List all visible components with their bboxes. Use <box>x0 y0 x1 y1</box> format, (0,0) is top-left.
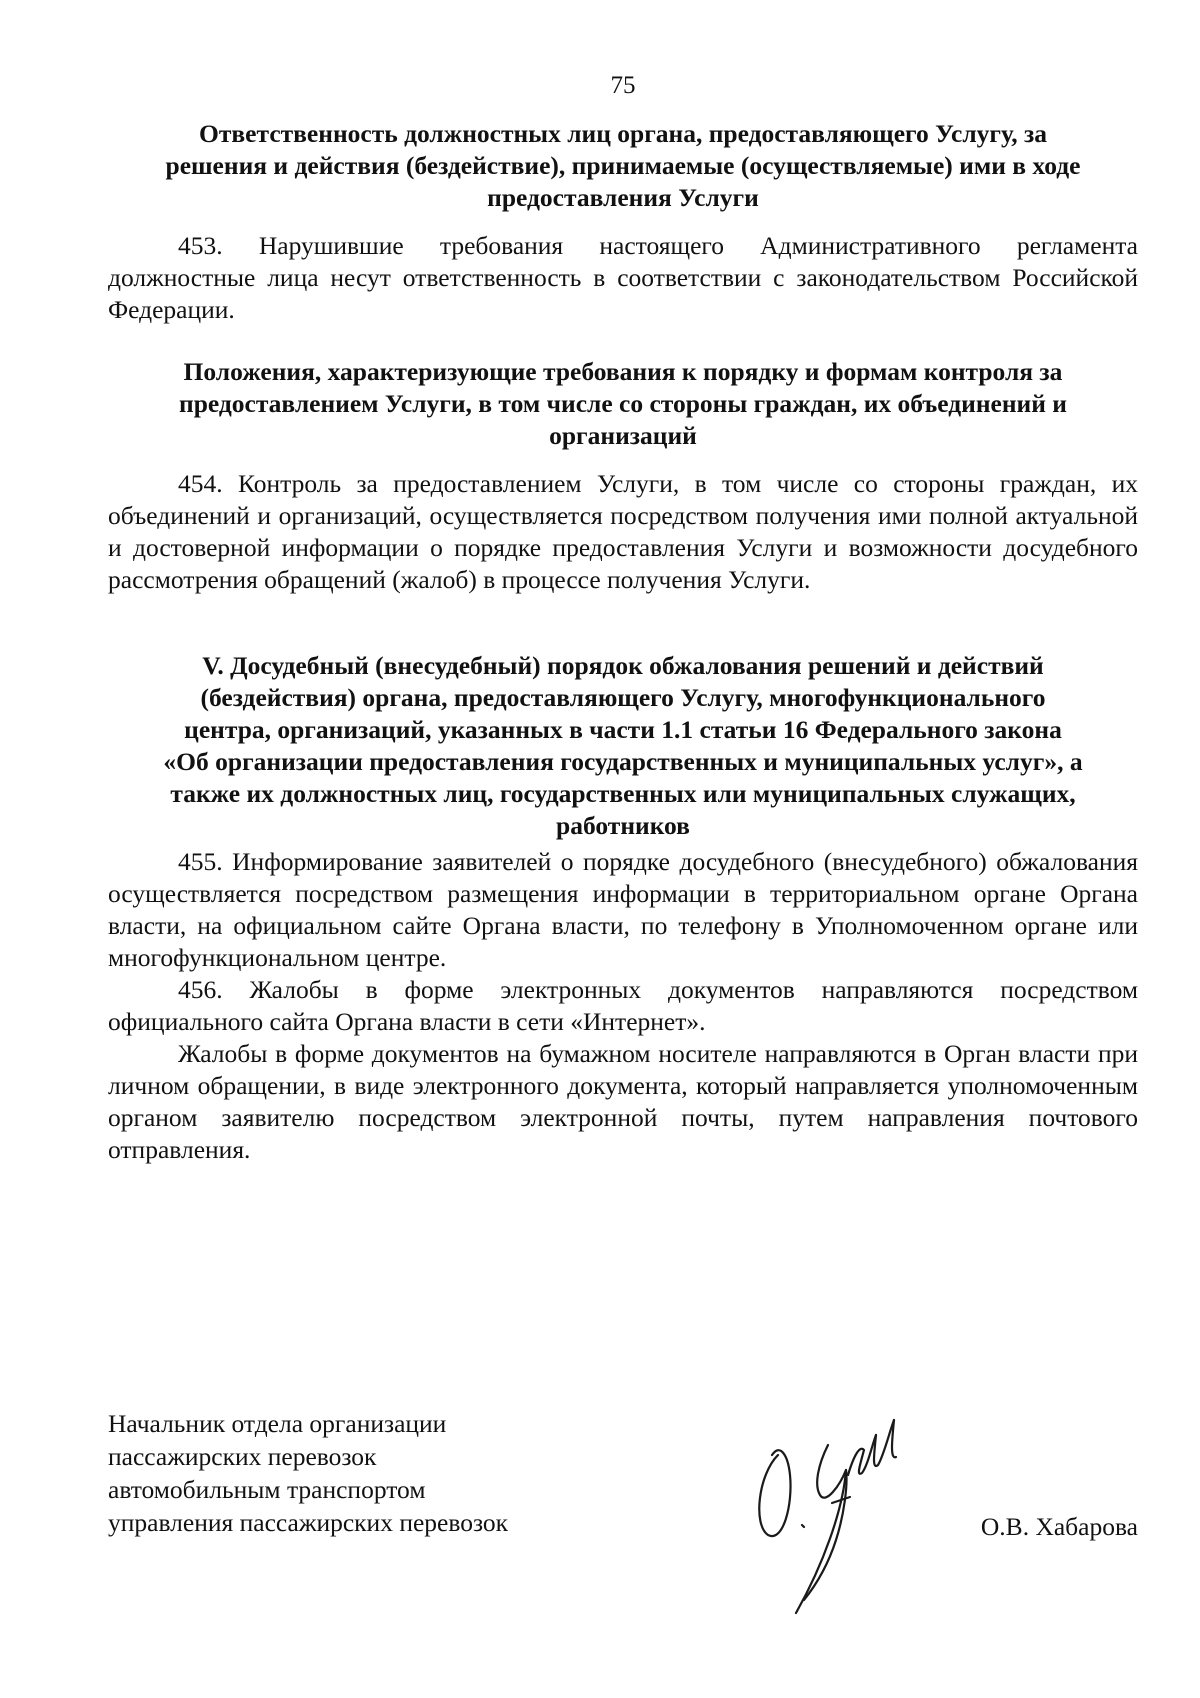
signatory-title-line: управления пассажирских перевозок <box>108 1508 509 1537</box>
heading-line: предоставления Услуги <box>487 183 759 212</box>
handwritten-signature <box>748 1415 938 1615</box>
document-page <box>108 0 1138 1698</box>
paragraph-456 <box>108 974 1138 1038</box>
heading-line: работников <box>556 811 690 840</box>
paragraph-text: 456. Жалобы в форме электронных документов направляются посредством официального сайта Органа власти в сети «Интернет». <box>108 975 1138 1036</box>
signatory-name: О.В. Хабарова <box>980 1512 1138 1541</box>
heading-line: V. Досудебный (внесудебный) порядок обжалования решений и действий <box>202 651 1044 680</box>
signatory-title-line: автомобильным транспортом <box>108 1475 426 1504</box>
section-heading-control <box>108 356 1138 452</box>
heading-line: (бездействия) органа, предоставляющего Услугу, многофункционального <box>200 683 1046 712</box>
heading-line: «Об организации предоставления государственных и муниципальных услуг», а <box>163 747 1083 776</box>
paragraph-text: 455. Информирование заявителей о порядке досудебного (внесудебного) обжалования осуществляется посредством размещения информации в территориальном органе Органа власти, на официальном сайте Органа власти, по телефону в Уполномоченном органе или многофункциональном центре. <box>108 847 1138 972</box>
heading-line: Ответственность должностных лиц органа, предоставляющего Услугу, за <box>199 119 1047 148</box>
paragraph-454 <box>108 468 1138 596</box>
heading-line: центра, организаций, указанных в части 1.1 статьи 16 Федерального закона <box>184 715 1062 744</box>
signatory-title-line: пассажирских перевозок <box>108 1442 377 1471</box>
heading-line: Положения, характеризующие требования к порядку и формам контроля за <box>183 357 1063 386</box>
paragraph-453 <box>108 230 1138 326</box>
paragraph-text: Жалобы в форме документов на бумажном носителе направляются в Орган власти при личном обращении, в виде электронного документа, который направляется уполномоченным органом заявителю посредством электронной почты, путем направления почтового отправления. <box>108 1039 1138 1164</box>
signatory-title-line: Начальник отдела организации <box>108 1409 447 1438</box>
paragraph-text: 454. Контроль за предоставлением Услуги, в том числе со стороны граждан, их объединений и организаций, осуществляется посредством получения ими полной актуальной и достоверной информации о порядке предоставления Услуги и возможности досудебного рассмотрения обращений (жалоб) в процессе получения Услуги. <box>108 469 1138 594</box>
heading-line: предоставлением Услуги, в том числе со стороны граждан, их объединений и <box>179 389 1067 418</box>
heading-line: решения и действия (бездействие), принимаемые (осуществляемые) ими в ходе <box>165 151 1081 180</box>
page-number: 75 <box>610 72 636 99</box>
heading-line: также их должностных лиц, государственных или муниципальных служащих, <box>170 779 1076 808</box>
heading-line: организаций <box>549 421 697 450</box>
paragraph-455 <box>108 846 1138 974</box>
section-heading-responsibility <box>108 118 1138 214</box>
signatory-title <box>108 1407 508 1539</box>
section-heading-appeal <box>108 650 1138 842</box>
paragraph-text: 453. Нарушившие требования настоящего Административного регламента должностные лица несут ответственность в соответствии с законодательством Российской Федерации. <box>108 231 1138 324</box>
paragraph-456-continuation <box>108 1038 1138 1166</box>
